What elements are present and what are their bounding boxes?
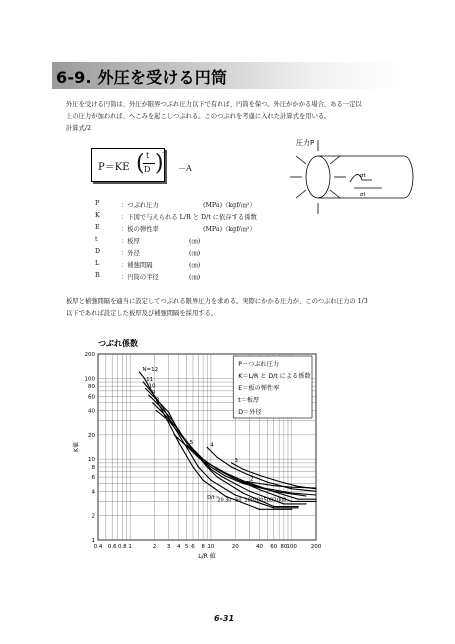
- series-point: [315, 499, 316, 500]
- series-point: [235, 494, 236, 495]
- series-point: [162, 412, 163, 413]
- cylinder-pressure-diagram: [276, 134, 426, 214]
- series-line: [207, 447, 316, 491]
- series-point: [186, 444, 187, 445]
- series-point: [279, 481, 280, 482]
- formula-paren-right: ): [155, 151, 164, 176]
- def-symbol: L: [95, 260, 100, 267]
- legend-entry: K＝L/R と D/t による係数: [238, 373, 311, 380]
- legend-entry: P－つぶれ圧力: [238, 361, 280, 368]
- series-point: [156, 410, 157, 411]
- series-point: [173, 434, 174, 435]
- series-point: [198, 466, 199, 467]
- series-point: [231, 462, 232, 463]
- series-point: [225, 475, 226, 476]
- series-point: [231, 466, 232, 467]
- y-tick-label: 2: [91, 513, 95, 520]
- series-point: [144, 378, 145, 379]
- x-tick-label: 8: [201, 544, 205, 550]
- formula-minus-a: －A: [178, 164, 192, 173]
- def-unit: (㎝): [189, 262, 201, 269]
- formula-box: [91, 148, 165, 182]
- series-point: [168, 412, 169, 413]
- series-point: [291, 487, 292, 488]
- y-axis-label: K値: [73, 442, 80, 452]
- cylinder-front-end: [306, 156, 330, 198]
- series-point: [315, 491, 316, 492]
- x-axis-label: L/R 値: [198, 553, 216, 560]
- series-point: [291, 493, 292, 494]
- series-point: [242, 480, 243, 481]
- series-point: [178, 442, 179, 443]
- def-symbol: t: [95, 236, 98, 243]
- series-point: [168, 422, 169, 423]
- y-tick-label: 20: [88, 432, 95, 439]
- legend-entry: t＝板厚: [238, 397, 260, 404]
- series-point: [207, 447, 208, 448]
- series-point: [291, 509, 292, 510]
- series-label: N=12: [142, 366, 159, 373]
- x-tick-label: 4: [177, 544, 181, 550]
- x-tick-label: 40: [256, 544, 264, 550]
- y-tick-label: 80: [88, 384, 95, 391]
- series-label: 9: [151, 390, 156, 397]
- def-unit: (㎝): [189, 274, 201, 281]
- series-point: [315, 494, 316, 495]
- series-point: [198, 457, 199, 458]
- x-tick-label: 0.4: [93, 544, 103, 550]
- legend-entry: E＝板の弾性率: [238, 385, 280, 392]
- def-symbol: K: [95, 212, 100, 219]
- series-label: 5: [189, 439, 194, 446]
- dt-value-label: 30: [225, 497, 232, 504]
- intro-line-1: 外圧を受ける円筒は、外圧が限界つぶれ圧力以下で有れば、円筒を保つ。外圧がかかる場合、ある一定以: [66, 101, 362, 108]
- x-tick-label: 10: [207, 544, 215, 550]
- series-point: [259, 489, 260, 490]
- series-point: [238, 480, 239, 481]
- series-label: 3: [234, 457, 239, 464]
- chart-title: つぶれ係数: [98, 339, 138, 348]
- series-point: [217, 457, 218, 458]
- x-tick-label: 80: [280, 544, 288, 550]
- x-tick-label: 1: [128, 544, 132, 550]
- formula-denominator: D: [144, 165, 151, 174]
- def-unit: (㎝): [189, 238, 201, 245]
- series-label: 4: [210, 442, 214, 449]
- fraction-bar: [143, 163, 155, 164]
- series-label: 10: [148, 383, 156, 390]
- section-title-bar: [52, 62, 404, 89]
- series-point: [249, 491, 250, 492]
- series-point: [242, 483, 243, 484]
- def-unit: (MPa)（kgf/㎝²）: [203, 202, 256, 209]
- series-point: [170, 418, 171, 419]
- x-tick-label: 60: [270, 544, 278, 550]
- series-point: [305, 503, 306, 504]
- series-point: [297, 507, 298, 508]
- formula-lhs: P＝KE: [98, 162, 130, 173]
- y-tick-label: 4: [91, 489, 95, 496]
- page-number: 6-31: [214, 614, 235, 623]
- series-point: [273, 491, 274, 492]
- series-point: [222, 476, 223, 477]
- series-point: [297, 506, 298, 507]
- def-desc: ：板厚: [121, 238, 140, 245]
- series-label: 8: [155, 397, 160, 404]
- series-point: [297, 499, 298, 500]
- dt-value-label: 50: [235, 497, 242, 504]
- series-point: [291, 501, 292, 502]
- y-tick-label: 1: [91, 538, 95, 544]
- def-unit: (MPa)（kgf/㎝²）: [203, 226, 256, 233]
- y-tick-label: 40: [88, 408, 95, 415]
- series-point: [198, 455, 199, 456]
- series-point: [210, 480, 211, 481]
- series-point: [315, 501, 316, 502]
- series-point: [273, 506, 274, 507]
- series-point: [305, 495, 306, 496]
- x-tick-label: 2: [152, 544, 157, 550]
- def-desc: ：つぶれ圧力: [121, 202, 159, 209]
- section-title: 6-9. 外圧を受ける円筒: [56, 68, 228, 87]
- series-point: [148, 395, 149, 396]
- pressure-arrows: [290, 140, 346, 214]
- series-point: [192, 466, 193, 467]
- intro-line-2: 上の圧力が加われば、へこみを起こしつぶれる。このつぶれを考慮に入れた計算式を用いる。: [66, 113, 331, 120]
- x-tick-label: 200: [310, 544, 322, 550]
- y-tick-label: 60: [88, 394, 95, 401]
- series-point: [217, 476, 218, 477]
- series-point: [246, 474, 247, 475]
- x-tick-label: 100: [286, 544, 297, 550]
- series-point: [202, 480, 203, 481]
- formula-exponent: 3: [162, 148, 166, 155]
- x-tick-label: 5: [184, 544, 189, 550]
- y-tick-label: 100: [84, 376, 95, 383]
- series-point: [152, 402, 153, 403]
- def-symbol: E: [95, 224, 100, 231]
- after-line-2: 以下であれば設定した板厚及び補強間隔を採用する。: [66, 310, 218, 317]
- series-point: [263, 487, 264, 488]
- series-line: [156, 411, 316, 500]
- dt-value-label: 1000: [273, 497, 287, 504]
- cylinder-back-end: [404, 156, 413, 198]
- series-label: 6: [177, 429, 181, 436]
- y-tick-label: 6: [91, 475, 95, 482]
- def-desc: ：下図で与えられる L/R と D/t に依存する係数: [121, 214, 257, 221]
- series-point: [259, 509, 260, 510]
- def-desc: ：板の弾性率: [121, 226, 159, 233]
- x-tick-label: 0.6: [107, 544, 117, 550]
- def-desc: ：円筒の半径: [121, 274, 159, 281]
- y-tick-label: 200: [84, 352, 95, 358]
- series-point: [267, 482, 268, 483]
- series-point: [210, 464, 211, 465]
- def-symbol: R: [95, 272, 100, 279]
- x-tick-label: 6: [191, 544, 195, 550]
- sigma-t-label: σt: [360, 173, 366, 179]
- series-point: [242, 469, 243, 470]
- y-tick-label: 10: [88, 457, 95, 464]
- series-point: [210, 469, 211, 470]
- series-label: 7: [159, 405, 163, 412]
- series-point: [246, 481, 247, 482]
- series-point: [259, 483, 260, 484]
- def-desc: ：外径: [121, 250, 140, 257]
- dt-prefix-label: D/t＝: [207, 495, 220, 502]
- series-point: [259, 475, 260, 476]
- dt-value-label: 200: [253, 497, 264, 504]
- legend-entry: D＝外径: [238, 409, 262, 416]
- series-point: [273, 485, 274, 486]
- series-point: [291, 488, 292, 489]
- x-tick-label: 3: [166, 544, 171, 550]
- collapse-coefficient-chart: [64, 328, 330, 560]
- pressure-label: 圧力P: [296, 139, 315, 147]
- sigma-l-label: σl: [360, 192, 366, 198]
- x-tick-label: 0.8: [117, 544, 127, 550]
- after-line-1: 板厚と補強間隔を適当に設定してつぶれる限界圧力を求める。実際にかかる圧力が、このつぶれ圧力の 1/3: [66, 298, 368, 305]
- series-point: [225, 472, 226, 473]
- def-symbol: P: [95, 200, 100, 207]
- series-label: 2: [250, 476, 254, 483]
- x-tick-label: 20: [231, 544, 239, 550]
- series-point: [315, 487, 316, 488]
- formula-numerator: t: [146, 151, 150, 160]
- dt-value-label: 20: [217, 497, 224, 504]
- formula-paren-left: (: [136, 151, 145, 176]
- series-point: [143, 381, 144, 382]
- def-desc: ：補強間隔: [121, 262, 153, 269]
- def-unit: (㎝): [189, 250, 201, 257]
- series-point: [273, 507, 274, 508]
- series-point: [139, 371, 140, 372]
- def-symbol: D: [95, 248, 101, 255]
- series-point: [242, 493, 243, 494]
- series-label: 11: [146, 377, 154, 384]
- series-point: [174, 425, 175, 426]
- formula-label: 計算式/2: [66, 125, 92, 132]
- series-point: [168, 420, 169, 421]
- dt-value-label: 100: [244, 497, 254, 504]
- y-tick-label: 8: [91, 465, 95, 472]
- dt-value-label: 500: [263, 497, 274, 504]
- series-point: [145, 388, 146, 389]
- series-point: [210, 466, 211, 467]
